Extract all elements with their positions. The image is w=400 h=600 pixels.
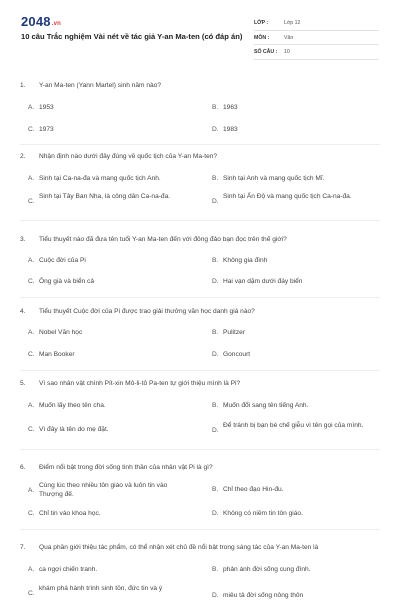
- meta-info-box: [254, 16, 379, 60]
- question-text: [20, 152, 385, 161]
- option-text: Sinh tại Anh và mang quốc tịch Mĩ.: [223, 175, 325, 182]
- option-letter: D.: [212, 197, 219, 205]
- option-text: Hai vạn dặm dưới đáy biển: [223, 278, 303, 285]
- option-letter: B.: [212, 329, 219, 336]
- option-text: Sinh tại Ấn Độ và mang quốc tịch Ca-na-đa.: [223, 193, 352, 200]
- option-text: Chỉ tin vào khoa học.: [39, 510, 101, 517]
- meta-key: LỚP :: [254, 20, 269, 26]
- question-text: [20, 463, 385, 472]
- option-letter: B.: [212, 104, 219, 111]
- question-stem: Vì sao nhân vật chính Pít-xin Mô-li-tô Pa-ten tự giới thiệu mình là Pi?: [39, 380, 241, 387]
- option-text: Không gia đình: [223, 257, 268, 264]
- meta-value: 10: [284, 49, 290, 55]
- option-text: ca ngợi chiến tranh.: [39, 566, 98, 573]
- option-text: Muốn lấy theo tên cha.: [39, 402, 106, 409]
- question-divider: [20, 220, 380, 221]
- question-text: [20, 379, 385, 388]
- option-letter: A.: [28, 566, 35, 573]
- option-letter: D.: [212, 510, 219, 517]
- option-text: Sinh tại Ca-na-đa và mang quốc tịch Anh.: [39, 175, 161, 182]
- option-letter: C.: [28, 278, 35, 285]
- option-letter: A.: [28, 175, 35, 182]
- option-text: Sinh tại Tây Ban Nha, là công dân Ca-na-đa.: [39, 193, 171, 200]
- question-stem: Điểm nổi bật trong đời sống tinh thần của nhân vật Pi là gì?: [39, 464, 213, 471]
- question-divider: [20, 144, 380, 145]
- meta-key: MÔN :: [254, 34, 270, 41]
- option-text: phản ánh đời sống cung đình.: [223, 566, 311, 573]
- meta-row-count: [254, 45, 379, 60]
- option-letter: D.: [212, 126, 219, 133]
- question-number: 4.: [20, 308, 26, 315]
- option-letter: C.: [28, 426, 35, 433]
- logo-suffix: .vn: [51, 21, 62, 27]
- option-letter: C.: [28, 510, 35, 517]
- option-letter: C.: [28, 351, 35, 358]
- option-text: Ông già và biển cả: [39, 278, 94, 285]
- document-header: [0, 0, 400, 70]
- option-letter: A.: [28, 104, 35, 111]
- meta-row-subject: [254, 31, 379, 46]
- option-letter: A.: [28, 257, 35, 264]
- option-letter: B.: [212, 175, 219, 182]
- option-letter: A.: [28, 402, 35, 409]
- option-text: Vì đây là tên do mẹ đặt.: [39, 426, 109, 433]
- document-title: 10 câu Trắc nghiệm Vài nét về tác giả Y-an Ma-ten (có đáp án): [21, 32, 243, 41]
- question-divider: [20, 449, 380, 450]
- question-number: 1.: [20, 82, 26, 89]
- option-text: 1983: [223, 126, 238, 133]
- logo-text: 2048: [21, 14, 51, 29]
- option-letter: C.: [28, 197, 35, 205]
- question-divider: [20, 370, 380, 371]
- option-text: 1953: [39, 104, 54, 111]
- question-text: [20, 235, 385, 244]
- question-stem: Nhận định nào dưới đây đúng về quốc tịch của Y-an Ma-ten?: [39, 153, 218, 160]
- question-number: 5.: [20, 380, 26, 387]
- option-text: 1963: [223, 104, 238, 111]
- question-number: 6.: [20, 464, 26, 471]
- option-text: miêu tả đời sống nông thôn: [223, 592, 304, 599]
- meta-key: SỐ CÂU :: [254, 49, 278, 55]
- option-text: Nobel Văn học: [39, 329, 83, 336]
- option-letter: C.: [28, 589, 35, 597]
- option-letter: A.: [28, 329, 35, 336]
- meta-row-class: [254, 16, 379, 31]
- question-stem: Tiểu thuyết nào đã đưa tên tuổi Y-an Ma-ten đến với đông đảo bạn đọc trên thế giới?: [39, 236, 287, 243]
- option-letter: B.: [212, 566, 219, 573]
- question-number: 2.: [20, 153, 26, 160]
- option-text: Goncourt: [223, 351, 251, 358]
- question-number: 3.: [20, 236, 26, 243]
- question-text: [20, 81, 385, 90]
- question-number: 7.: [20, 544, 26, 551]
- site-logo[interactable]: [21, 14, 61, 29]
- option-letter: D.: [212, 426, 219, 434]
- question-divider: [20, 297, 380, 298]
- option-text: 1973: [39, 126, 54, 133]
- option-letter: D.: [212, 592, 219, 599]
- option-letter: C.: [28, 126, 35, 133]
- option-text: Chỉ theo đạo Hin-đu.: [223, 486, 284, 493]
- question-stem: Y-an Ma-ten (Yann Martel) sinh năm nào?: [39, 82, 162, 89]
- question-text: [20, 307, 385, 316]
- question-stem: Tiểu thuyết Cuộc đời của Pi được trao giải thưởng văn học danh giá nào?: [39, 308, 255, 315]
- option-text: Pulitzer: [223, 329, 245, 336]
- option-text: Để tránh bị bạn bè chế giễu vì tên gọi của mình.: [223, 422, 364, 429]
- option-text: Man Booker: [39, 351, 75, 358]
- option-letter: A.: [28, 486, 35, 494]
- option-letter: B.: [212, 402, 219, 409]
- option-text: Cuộc đời của Pi: [39, 257, 86, 264]
- option-text: Muốn đổi sang tên tiếng Anh.: [223, 402, 309, 409]
- option-letter: B.: [212, 486, 219, 493]
- question-stem: Qua phần giới thiệu tác phẩm, có thể nhận xét chủ đề nổi bật trong sáng tác của Y-an Ma-ten là: [39, 544, 319, 551]
- option-letter: D.: [212, 278, 219, 285]
- meta-value: Lớp 12: [284, 20, 301, 26]
- meta-value: Văn: [284, 34, 294, 41]
- option-letter: D.: [212, 351, 219, 358]
- option-text: Không có niềm tin tôn giáo.: [223, 510, 303, 517]
- question-divider: [20, 529, 380, 530]
- option-text: Cùng lúc theo nhiều tôn giáo và luôn tin vào Thượng đế.: [39, 482, 168, 498]
- option-letter: B.: [212, 257, 219, 264]
- option-text: khám phá hành trình sinh tồn, đức tin và ý: [39, 585, 163, 592]
- question-text: [20, 543, 385, 552]
